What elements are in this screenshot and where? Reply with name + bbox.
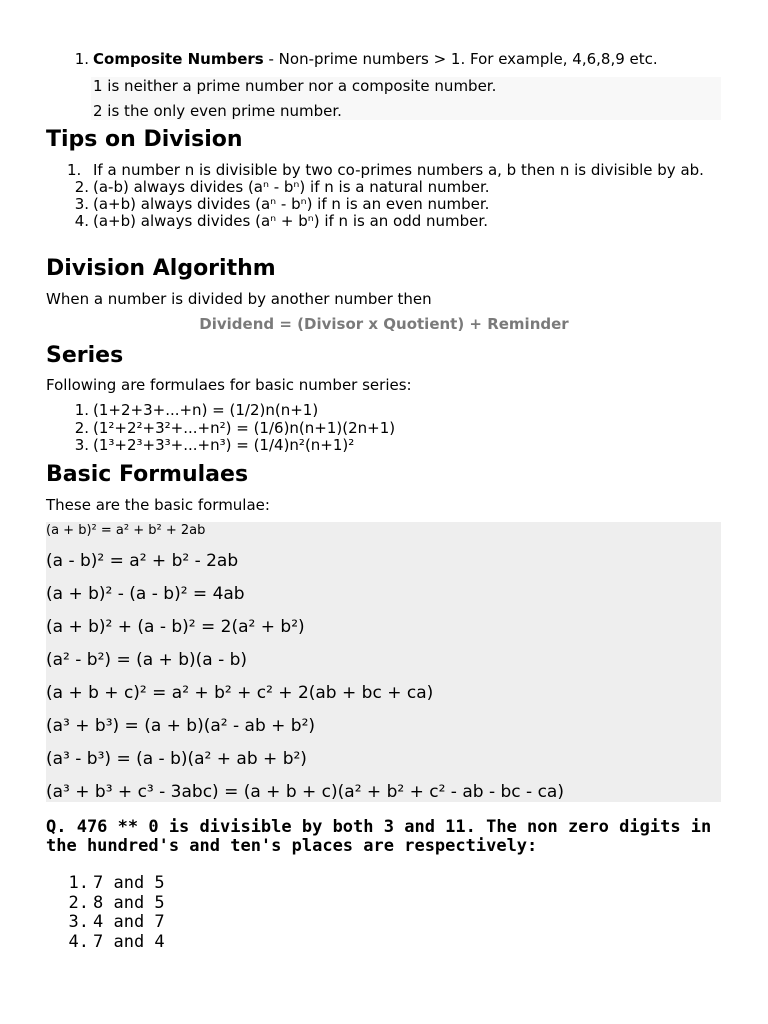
list-item: 3. (1³+2³+3³+...+n³) = (1/4)n²(n+1)² bbox=[74, 436, 355, 454]
tips-list bbox=[67, 161, 720, 230]
answer-option[interactable]: 4. 7 and 4 bbox=[68, 931, 165, 952]
division-heading: Division Algorithm bbox=[46, 256, 276, 281]
composite-term: Composite Numbers bbox=[93, 50, 264, 68]
formula-line: (a + b)² - (a - b)² = 4ab bbox=[46, 584, 245, 604]
division-formula: Dividend = (Divisor x Quotient) + Reminder bbox=[199, 315, 569, 333]
series-list bbox=[74, 401, 693, 455]
formula-line: (a + b + c)² = a² + b² + c² + 2(ab + bc + ca) bbox=[46, 683, 434, 703]
answer-options bbox=[68, 873, 165, 952]
list-item: 2. (a-b) always divides (aⁿ - bⁿ) if n is a natural number. bbox=[74, 178, 490, 196]
list-item: 1. If a number n is divisible by two co-primes numbers a, b then n is divisible by ab. bbox=[67, 161, 704, 179]
formula-line: (a³ + b³ + c³ - 3abc) = (a + b + c)(a² + b² + c² - ab - bc - ca) bbox=[46, 782, 564, 802]
basic-heading: Basic Formulaes bbox=[46, 462, 249, 487]
basic-intro: These are the basic formulae: bbox=[46, 496, 270, 514]
list-item: 4. (a+b) always divides (aⁿ + bⁿ) if n is an odd number. bbox=[74, 212, 488, 230]
list-item: 1. (1+2+3+...+n) = (1/2)n(n+1) bbox=[74, 401, 319, 419]
answer-option[interactable]: 2. 8 and 5 bbox=[68, 892, 165, 913]
formula-line: (a³ - b³) = (a - b)(a² + ab + b²) bbox=[46, 749, 307, 769]
note-line: 1 is neither a prime number nor a composite number. bbox=[93, 77, 497, 95]
list-item: 1. Composite Numbers - Non-prime numbers > 1. For example, 4,6,8,9 etc. bbox=[74, 50, 658, 68]
series-heading: Series bbox=[46, 343, 124, 368]
formula-line: (a² - b²) = (a + b)(a - b) bbox=[46, 650, 248, 670]
prime-types-list bbox=[74, 50, 723, 68]
answer-option[interactable]: 1. 7 and 5 bbox=[68, 873, 165, 893]
tips-heading: Tips on Division bbox=[46, 127, 243, 152]
list-item: 2. (1²+2²+3²+...+n²) = (1/6)n(n+1)(2n+1) bbox=[74, 418, 396, 437]
formula-line: (a - b)² = a² + b² - 2ab bbox=[46, 551, 239, 571]
note-line: 2 is the only even prime number. bbox=[93, 102, 342, 120]
series-intro: Following are formulaes for basic number series: bbox=[46, 376, 412, 394]
question-text: Q. 476 ** 0 is divisible by both 3 and 11. The non zero digits in the hundred's and ten's places are respectively: bbox=[46, 817, 712, 856]
formula-line: (a³ + b³) = (a + b)(a² - ab + b²) bbox=[46, 716, 316, 736]
list-item: 3. (a+b) always divides (aⁿ - bⁿ) if n is an even number. bbox=[74, 195, 490, 213]
formula-line: (a + b)² + (a - b)² = 2(a² + b²) bbox=[46, 617, 305, 637]
answer-option[interactable]: 3. 4 and 7 bbox=[68, 912, 165, 932]
formula-line: (a + b)² = a² + b² + 2ab bbox=[46, 523, 206, 538]
composite-desc: - Non-prime numbers > 1. For example, 4,6,8,9 etc. bbox=[263, 50, 658, 68]
division-intro: When a number is divided by another number then bbox=[46, 290, 432, 308]
